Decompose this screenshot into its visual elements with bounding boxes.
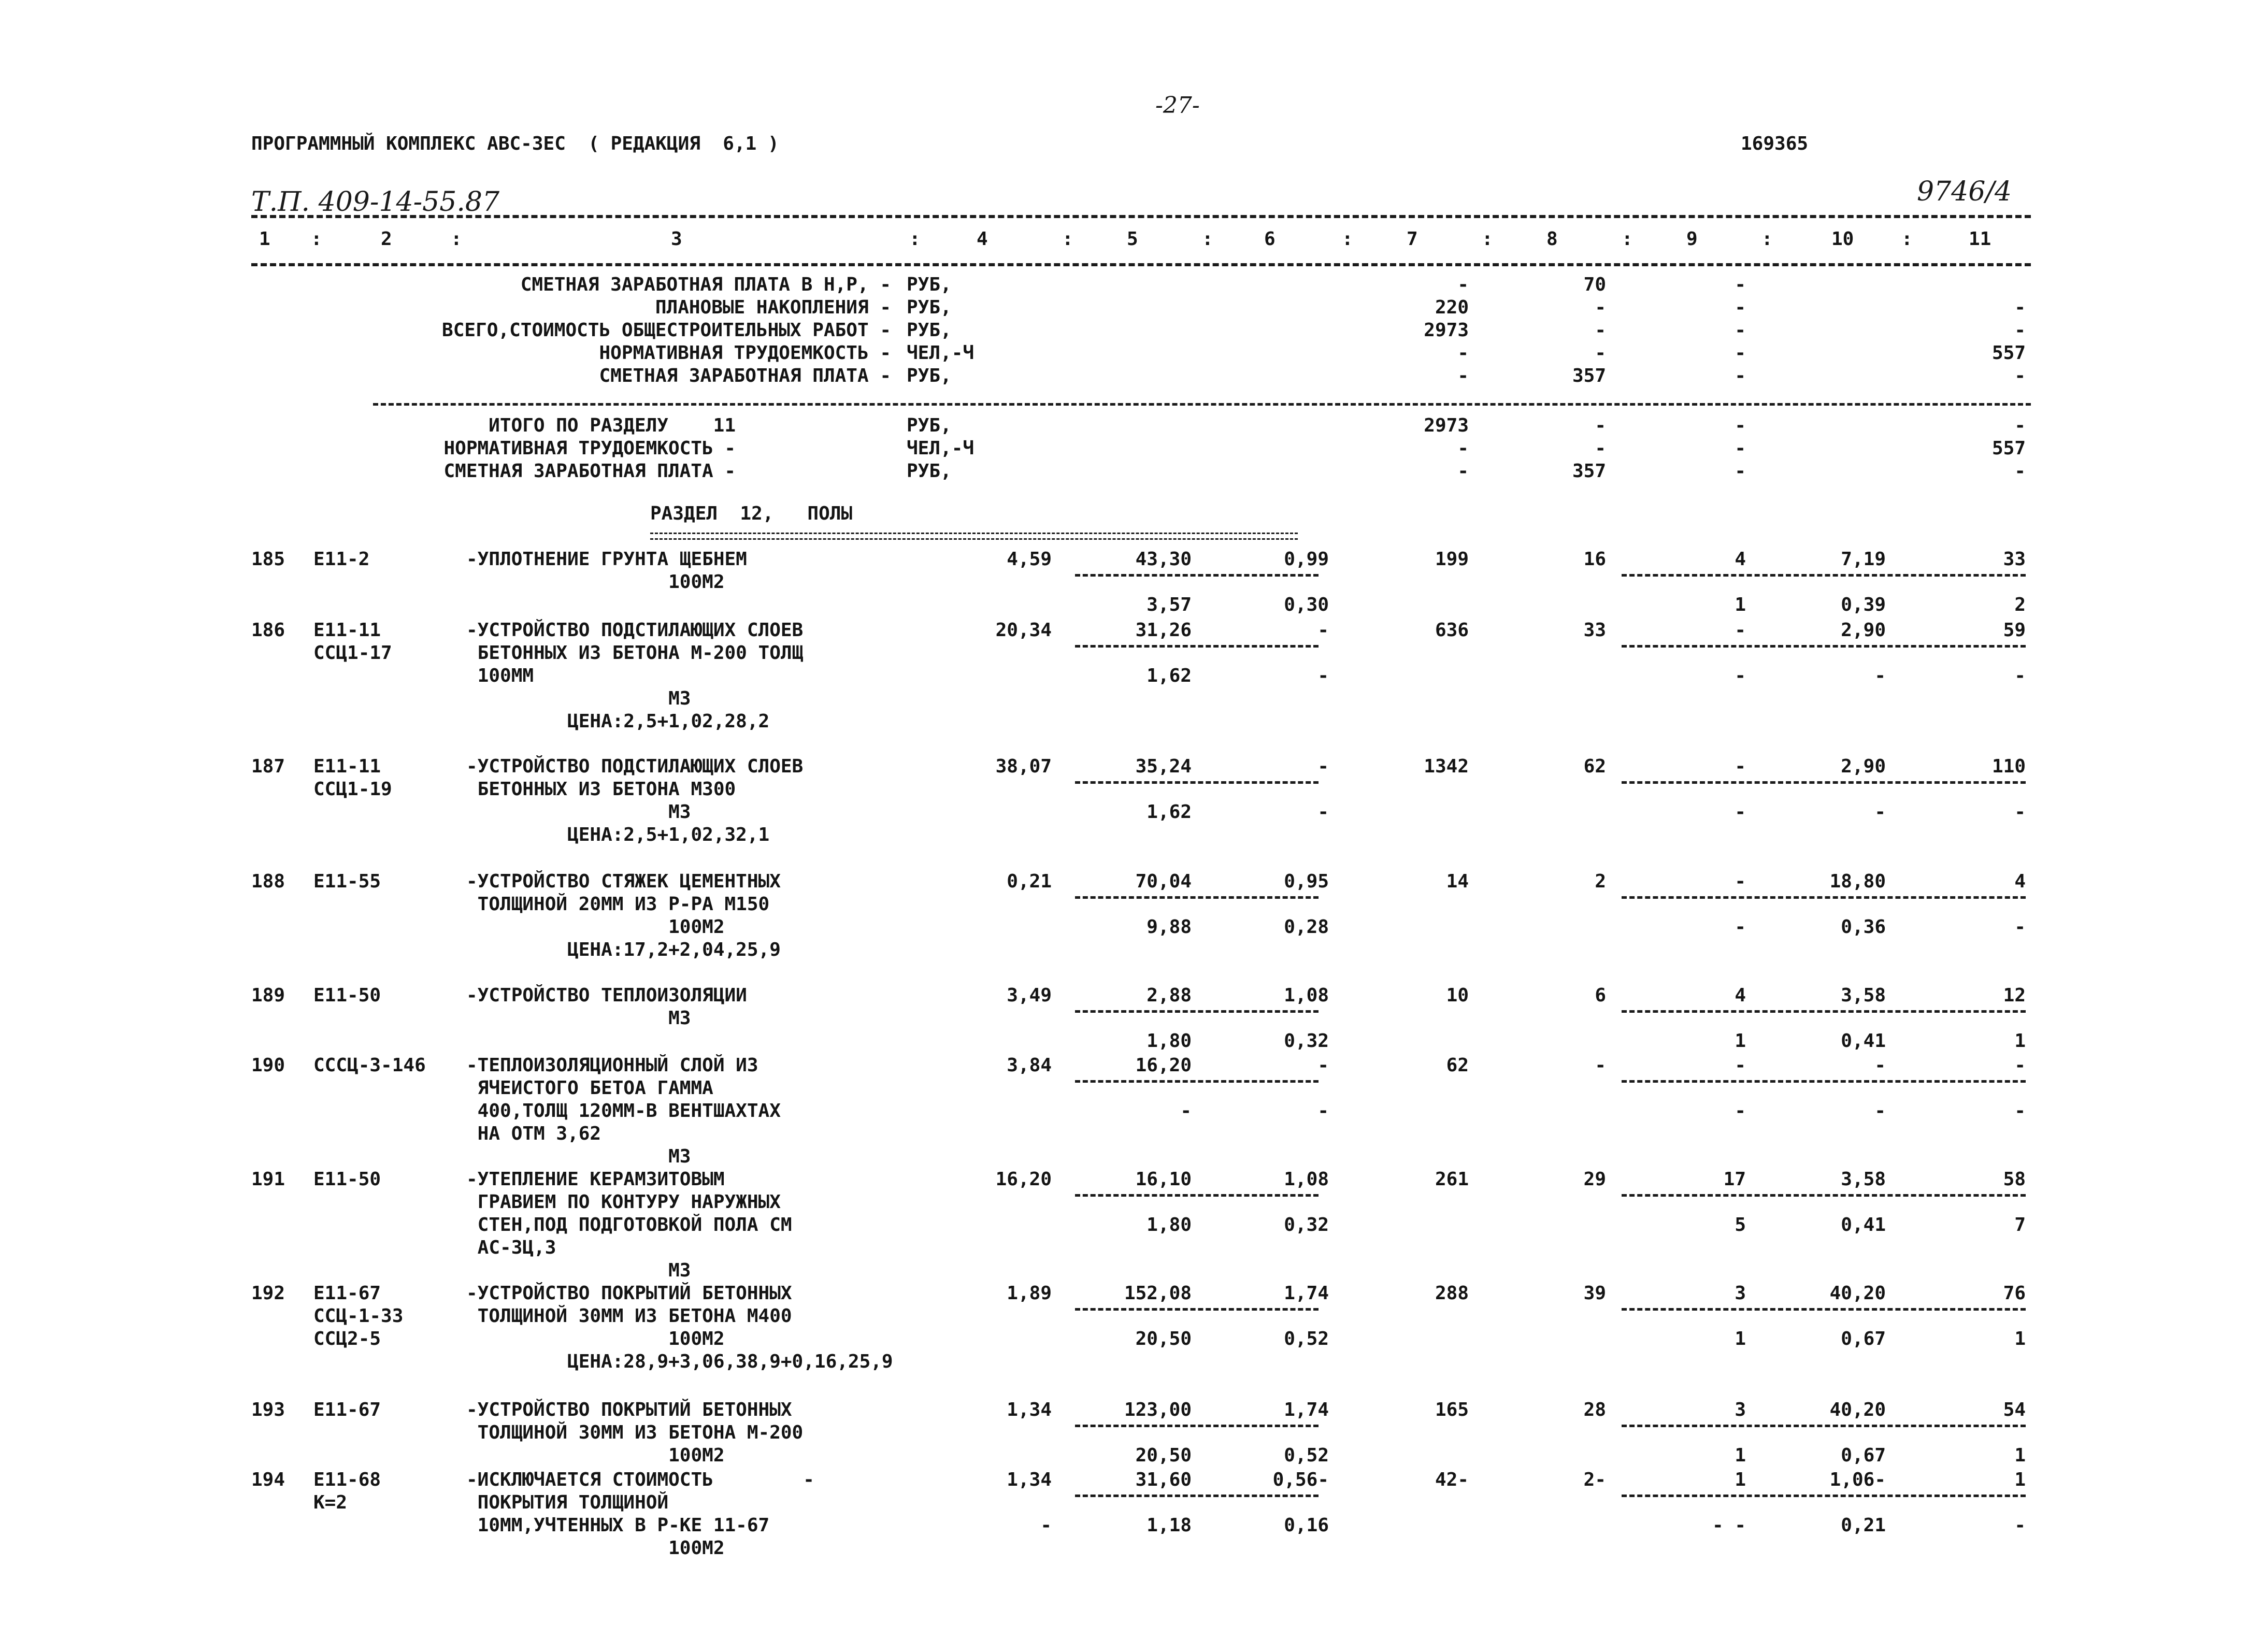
summary-col-7: 220 xyxy=(1435,297,1469,318)
item-col-11: 58 xyxy=(2003,1169,2026,1190)
item-description: -ТЕПЛОИЗОЛЯЦИОННЫЙ СЛОЙ ИЗ xyxy=(466,1055,758,1076)
item-col-6-wage: 0,52 xyxy=(1284,1445,1329,1466)
item-col-10-wage: 0,41 xyxy=(1841,1214,1886,1236)
item-col-5: 35,24 xyxy=(1135,756,1192,777)
item-description: 100М2 xyxy=(466,1538,725,1559)
item-col-11-wage: 1 xyxy=(2014,1030,2026,1052)
item-col-5-wage: 3,57 xyxy=(1147,594,1192,615)
item-quantity: 4,59 xyxy=(1007,549,1052,570)
item-subtotal-rule xyxy=(1622,1194,2026,1197)
item-subtotal-rule xyxy=(1075,1495,1319,1497)
item-col-6-wage: 0,16 xyxy=(1284,1515,1329,1536)
item-col-6-wage: - xyxy=(1317,665,1329,686)
item-col-9-wage: 1 xyxy=(1735,1328,1746,1349)
item-col-6: 0,95 xyxy=(1284,871,1329,892)
column-header-4: 4 xyxy=(977,228,988,250)
item-subtotal-rule xyxy=(1622,1080,2026,1083)
item-subtotal-rule xyxy=(1075,1425,1319,1427)
item-col-5: 2,88 xyxy=(1147,985,1192,1006)
item-col-5: 43,30 xyxy=(1135,549,1192,570)
item-subtotal-rule xyxy=(1075,645,1319,648)
item-col-5: 123,00 xyxy=(1124,1399,1192,1420)
summary-col-11: - xyxy=(2014,415,2026,436)
item-col-5-wage: - xyxy=(1180,1100,1192,1122)
item-col-7: 42- xyxy=(1435,1469,1469,1490)
item-col-6-wage: - xyxy=(1317,1100,1329,1122)
item-description: М3 xyxy=(466,1008,691,1029)
summary-col-7: - xyxy=(1457,274,1469,295)
summary-divider xyxy=(373,403,2031,406)
item-col-11-wage: 1 xyxy=(2014,1328,2026,1349)
item-col-7: 261 xyxy=(1435,1169,1469,1190)
item-col-11-wage: 2 xyxy=(2014,594,2026,615)
item-col-9: 17 xyxy=(1723,1169,1746,1190)
summary-unit: РУБ, xyxy=(907,415,952,436)
summary-col-7: 2973 xyxy=(1424,320,1469,341)
item-subtotal-rule xyxy=(1075,574,1319,577)
column-header-3: 3 xyxy=(671,228,682,250)
column-separator: : xyxy=(1761,228,1773,250)
column-separator: : xyxy=(909,228,921,250)
item-code: Е11-11 xyxy=(313,756,381,777)
item-col-9: - xyxy=(1735,620,1746,641)
item-col-9-wage: - xyxy=(1735,665,1746,686)
item-col-10-wage: 0,21 xyxy=(1841,1515,1886,1536)
item-description: -УПЛОТНЕНИЕ ГРУНТА ЩЕБНЕМ xyxy=(466,549,747,570)
item-description: ТОЛЩИНОЙ 30ММ ИЗ БЕТОНА М-200 xyxy=(466,1422,804,1443)
summary-col-9: - xyxy=(1735,415,1746,436)
column-header-6: 6 xyxy=(1264,228,1276,250)
item-col-8: 39 xyxy=(1583,1283,1606,1304)
item-subtotal-rule xyxy=(1622,896,2026,899)
item-col-10: 2,90 xyxy=(1841,620,1886,641)
summary-col-11: 557 xyxy=(1991,342,2026,364)
item-col-6: - xyxy=(1317,1055,1329,1076)
item-col-9: - xyxy=(1735,871,1746,892)
item-description: -УТЕПЛЕНИЕ КЕРАМЗИТОВЫМ xyxy=(466,1169,725,1190)
item-col-10: 3,58 xyxy=(1841,985,1886,1006)
item-col-8: - xyxy=(1595,1055,1606,1076)
item-col-5: 16,10 xyxy=(1135,1169,1192,1190)
summary-col-8: - xyxy=(1595,438,1606,459)
item-description: БЕТОННЫХ ИЗ БЕТОНА М300 xyxy=(466,779,736,800)
item-subtotal-rule xyxy=(1622,1308,2026,1311)
item-quantity: 1,34 xyxy=(1007,1469,1052,1490)
item-quantity: 3,49 xyxy=(1007,985,1052,1006)
summary-col-8: - xyxy=(1595,415,1606,436)
summary-col-11: - xyxy=(2014,297,2026,318)
column-separator: : xyxy=(451,228,462,250)
page-number: -27- xyxy=(1155,92,1200,119)
item-col-10: - xyxy=(1874,1055,1886,1076)
item-col-9-wage: 1 xyxy=(1735,1445,1746,1466)
item-col-6: - xyxy=(1317,620,1329,641)
item-col-9: 4 xyxy=(1735,549,1746,570)
item-number: 187 xyxy=(251,756,285,777)
item-col-9-wage: - xyxy=(1735,801,1746,823)
item-code: Е11-67 xyxy=(313,1399,381,1420)
item-col-5-wage: 1,18 xyxy=(1147,1515,1192,1536)
item-description: ЯЧЕИСТОГО БЕТОА ГАММА xyxy=(466,1078,713,1099)
item-col-10: 2,90 xyxy=(1841,756,1886,777)
item-code: ССЦ-1-33 xyxy=(313,1305,404,1327)
project-code: Т.П. 409-14-55.87 xyxy=(251,186,500,218)
item-col-10-wage: 0,36 xyxy=(1841,916,1886,938)
column-header-9: 9 xyxy=(1686,228,1698,250)
column-separator: : xyxy=(1482,228,1493,250)
summary-col-9: - xyxy=(1735,342,1746,364)
item-col-11-wage: 1 xyxy=(2014,1445,2026,1466)
item-col-7: 1342 xyxy=(1424,756,1469,777)
item-col-5: 70,04 xyxy=(1135,871,1192,892)
item-description: ТОЛЩИНОЙ 20ММ ИЗ Р-РА М150 xyxy=(466,894,770,915)
item-description: СТЕН,ПОД ПОДГОТОВКОЙ ПОЛА СМ xyxy=(466,1214,792,1236)
summary-col-8: 357 xyxy=(1572,461,1606,482)
item-quantity: 16,20 xyxy=(995,1169,1052,1190)
column-header-5: 5 xyxy=(1127,228,1138,250)
item-col-11: 59 xyxy=(2003,620,2026,641)
item-number: 193 xyxy=(251,1399,285,1420)
item-number: 190 xyxy=(251,1055,285,1076)
item-col-9: - xyxy=(1735,756,1746,777)
summary-col-7: - xyxy=(1457,461,1469,482)
summary-col-7: - xyxy=(1457,342,1469,364)
item-col-5-wage: 1,80 xyxy=(1147,1214,1192,1236)
item-col-11-wage: 7 xyxy=(2014,1214,2026,1236)
item-col-10-wage: 0,67 xyxy=(1841,1328,1886,1349)
item-col-7: 636 xyxy=(1435,620,1469,641)
column-header-10: 10 xyxy=(1831,228,1854,250)
item-subtotal-rule xyxy=(1075,1080,1319,1083)
summary-unit: РУБ, xyxy=(907,365,952,386)
item-col-7: 199 xyxy=(1435,549,1469,570)
column-header-7: 7 xyxy=(1407,228,1418,250)
item-col-10: 40,20 xyxy=(1829,1283,1886,1304)
item-description: БЕТОННЫХ ИЗ БЕТОНА М-200 ТОЛЩ xyxy=(466,642,804,664)
item-col-6-wage: 0,28 xyxy=(1284,916,1329,938)
item-quantity: 1,34 xyxy=(1007,1399,1052,1420)
item-col-10: 40,20 xyxy=(1829,1399,1886,1420)
item-col-5-wage: 20,50 xyxy=(1135,1445,1192,1466)
item-col-11: 110 xyxy=(1991,756,2026,777)
item-number: 186 xyxy=(251,620,285,641)
summary-col-8: 357 xyxy=(1572,365,1606,386)
item-col-9-wage: - - xyxy=(1712,1515,1746,1536)
item-col-10: 1,06- xyxy=(1829,1469,1886,1490)
item-col-11-wage: - xyxy=(2014,916,2026,938)
item-col-7: 165 xyxy=(1435,1399,1469,1420)
item-subtotal-rule xyxy=(1075,1308,1319,1311)
summary-col-9: - xyxy=(1735,438,1746,459)
item-col-9: - xyxy=(1735,1055,1746,1076)
item-col-11: 12 xyxy=(2003,985,2026,1006)
item-description: ТОЛЩИНОЙ 30ММ ИЗ БЕТОНА М400 xyxy=(466,1305,792,1327)
item-description: НА ОТМ 3,62 xyxy=(466,1123,601,1144)
item-col-10-wage: 0,41 xyxy=(1841,1030,1886,1052)
item-description: ПОКРЫТИЯ ТОЛЩИНОЙ xyxy=(466,1492,669,1513)
item-description: -УСТРОЙСТВО ПОДСТИЛАЮЩИХ СЛОЕВ xyxy=(466,620,804,641)
summary-col-8: 70 xyxy=(1583,274,1606,295)
item-col-6: 1,08 xyxy=(1284,985,1329,1006)
item-col-10-wage: 0,67 xyxy=(1841,1445,1886,1466)
item-code: Е11-2 xyxy=(313,549,370,570)
column-separator: : xyxy=(1062,228,1073,250)
summary-col-8: - xyxy=(1595,342,1606,364)
item-col-10: 3,58 xyxy=(1841,1169,1886,1190)
item-number: 189 xyxy=(251,985,285,1006)
item-description: -ИСКЛЮЧАЕТСЯ СТОИМОСТЬ - xyxy=(466,1469,814,1490)
item-col-11-wage: - xyxy=(2014,801,2026,823)
item-col-5-wage: 20,50 xyxy=(1135,1328,1192,1349)
item-col-8: 29 xyxy=(1583,1169,1606,1190)
item-subtotal-rule xyxy=(1075,781,1319,784)
item-description: 100М2 xyxy=(466,571,725,593)
item-number: 192 xyxy=(251,1283,285,1304)
item-col-6-wage: 0,52 xyxy=(1284,1328,1329,1349)
item-col-5-wage: 9,88 xyxy=(1147,916,1192,938)
item-col-10-wage: - xyxy=(1874,1100,1886,1122)
program-title: ПРОГРАММНЫЙ КОМПЛЕКС АВС-3ЕС ( РЕДАКЦИЯ 6,1 ) xyxy=(251,133,779,154)
item-col-9: 3 xyxy=(1735,1283,1746,1304)
item-col-8: 28 xyxy=(1583,1399,1606,1420)
item-quantity-wage: - xyxy=(1040,1515,1052,1536)
item-col-6: 1,74 xyxy=(1284,1399,1329,1420)
item-subtotal-rule xyxy=(1622,574,2026,577)
summary-col-9: - xyxy=(1735,297,1746,318)
item-description: 400,ТОЛЩ 120ММ-В ВЕНТШАХТАХ xyxy=(466,1100,781,1122)
summary-unit: ЧЕЛ,-Ч xyxy=(907,342,975,364)
item-col-6: 0,56- xyxy=(1272,1469,1329,1490)
item-description: ЦЕНА:2,5+1,02,32,1 xyxy=(466,824,770,845)
item-code: ССЦ1-17 xyxy=(313,642,392,664)
item-quantity: 0,21 xyxy=(1007,871,1052,892)
item-col-6: 1,08 xyxy=(1284,1169,1329,1190)
summary-col-7: 2973 xyxy=(1424,415,1469,436)
item-subtotal-rule xyxy=(1075,1194,1319,1197)
item-description: ЦЕНА:28,9+3,06,38,9+0,16,25,9 xyxy=(466,1351,893,1372)
item-col-11-wage: - xyxy=(2014,1515,2026,1536)
summary-label: НОРМАТИВНАЯ ТРУДОЕМКОСТЬ - xyxy=(599,342,891,364)
summary-label: ПЛАНОВЫЕ НАКОПЛЕНИЯ - xyxy=(655,297,891,318)
summary-col-9: - xyxy=(1735,274,1746,295)
summary-col-11: - xyxy=(2014,461,2026,482)
summary-col-7: - xyxy=(1457,438,1469,459)
item-subtotal-rule xyxy=(1075,896,1319,899)
item-code: ССЦ2-5 xyxy=(313,1328,381,1349)
summary-col-11: - xyxy=(2014,365,2026,386)
item-col-6: 0,99 xyxy=(1284,549,1329,570)
summary-col-8: - xyxy=(1595,320,1606,341)
item-col-6-wage: - xyxy=(1317,801,1329,823)
item-code: Е11-11 xyxy=(313,620,381,641)
item-description: 100М2 xyxy=(466,1328,725,1349)
item-description: ГРАВИЕМ ПО КОНТУРУ НАРУЖНЫХ xyxy=(466,1191,781,1213)
section-title-underline xyxy=(650,533,1298,540)
summary-label: ИТОГО ПО РАЗДЕЛУ 11 xyxy=(489,415,736,436)
item-description: -УСТРОЙСТВО ПОКРЫТИЙ БЕТОННЫХ xyxy=(466,1283,792,1304)
item-code: СССЦ-3-146 xyxy=(313,1055,426,1076)
header-bottom-rule xyxy=(251,263,2031,266)
item-code: Е11-55 xyxy=(313,871,381,892)
item-quantity: 20,34 xyxy=(995,620,1052,641)
item-col-8: 62 xyxy=(1583,756,1606,777)
summary-unit: ЧЕЛ,-Ч xyxy=(907,438,975,459)
item-col-6-wage: 0,32 xyxy=(1284,1214,1329,1236)
item-col-11-wage: - xyxy=(2014,1100,2026,1122)
item-description: М3 xyxy=(466,1260,691,1281)
item-col-11: 4 xyxy=(2014,871,2026,892)
item-description: -УСТРОЙСТВО СТЯЖЕК ЦЕМЕНТНЫХ xyxy=(466,871,781,892)
item-col-11: 54 xyxy=(2003,1399,2026,1420)
item-description: М3 xyxy=(466,1146,691,1167)
item-description: АС-3Ц,3 xyxy=(466,1237,556,1258)
item-col-11: 33 xyxy=(2003,549,2026,570)
item-col-5: 16,20 xyxy=(1135,1055,1192,1076)
item-subtotal-rule xyxy=(1622,1495,2026,1497)
item-col-11: 76 xyxy=(2003,1283,2026,1304)
item-description: ЦЕНА:17,2+2,04,25,9 xyxy=(466,939,781,960)
item-col-5-wage: 1,62 xyxy=(1147,801,1192,823)
item-col-11: - xyxy=(2014,1055,2026,1076)
item-number: 185 xyxy=(251,549,285,570)
item-description: М3 xyxy=(466,688,691,709)
item-col-7: 10 xyxy=(1446,985,1469,1006)
column-separator: : xyxy=(1901,228,1913,250)
item-quantity: 1,89 xyxy=(1007,1283,1052,1304)
top-rule xyxy=(251,215,2031,218)
item-col-10: 7,19 xyxy=(1841,549,1886,570)
item-description: 100ММ xyxy=(466,665,534,686)
item-col-10-wage: - xyxy=(1874,665,1886,686)
item-col-6-wage: 0,30 xyxy=(1284,594,1329,615)
doc-code: 169365 xyxy=(1741,133,1809,154)
item-col-6-wage: 0,32 xyxy=(1284,1030,1329,1052)
column-header-1: 1 xyxy=(259,228,270,250)
item-subtotal-rule xyxy=(1622,781,2026,784)
item-description: ЦЕНА:2,5+1,02,28,2 xyxy=(466,711,770,732)
summary-unit: РУБ, xyxy=(907,320,952,341)
summary-col-8: - xyxy=(1595,297,1606,318)
summary-unit: РУБ, xyxy=(907,274,952,295)
item-description: 100М2 xyxy=(466,916,725,938)
item-col-11-wage: - xyxy=(2014,665,2026,686)
item-col-9-wage: - xyxy=(1735,916,1746,938)
item-col-9: 4 xyxy=(1735,985,1746,1006)
item-description: -УСТРОЙСТВО ПОДСТИЛАЮЩИХ СЛОЕВ xyxy=(466,756,804,777)
item-col-9: 3 xyxy=(1735,1399,1746,1420)
summary-col-9: - xyxy=(1735,320,1746,341)
item-col-7: 14 xyxy=(1446,871,1469,892)
item-col-9-wage: 1 xyxy=(1735,594,1746,615)
summary-label: СМЕТНАЯ ЗАРАБОТНАЯ ПЛАТА - xyxy=(599,365,891,386)
item-description: -УСТРОЙСТВО ПОКРЫТИЙ БЕТОННЫХ xyxy=(466,1399,792,1420)
item-col-6: 1,74 xyxy=(1284,1283,1329,1304)
column-header-2: 2 xyxy=(381,228,392,250)
item-col-5: 152,08 xyxy=(1124,1283,1192,1304)
item-col-8: 33 xyxy=(1583,620,1606,641)
summary-unit: РУБ, xyxy=(907,461,952,482)
item-col-5: 31,60 xyxy=(1135,1469,1192,1490)
item-code: К=2 xyxy=(313,1492,348,1513)
item-quantity: 3,84 xyxy=(1007,1055,1052,1076)
item-col-7: 62 xyxy=(1446,1055,1469,1076)
item-col-11: 1 xyxy=(2014,1469,2026,1490)
item-col-5-wage: 1,80 xyxy=(1147,1030,1192,1052)
item-col-7: 288 xyxy=(1435,1283,1469,1304)
item-col-9-wage: - xyxy=(1735,1100,1746,1122)
item-code: Е11-50 xyxy=(313,1169,381,1190)
item-col-9-wage: 1 xyxy=(1735,1030,1746,1052)
item-description: М3 xyxy=(466,801,691,823)
item-number: 188 xyxy=(251,871,285,892)
column-separator: : xyxy=(1202,228,1213,250)
item-col-8: 16 xyxy=(1583,549,1606,570)
item-col-5-wage: 1,62 xyxy=(1147,665,1192,686)
item-quantity: 38,07 xyxy=(995,756,1052,777)
item-col-8: 6 xyxy=(1595,985,1606,1006)
item-col-8: 2 xyxy=(1595,871,1606,892)
item-col-9-wage: 5 xyxy=(1735,1214,1746,1236)
item-description: 100М2 xyxy=(466,1445,725,1466)
item-col-6: - xyxy=(1317,756,1329,777)
item-subtotal-rule xyxy=(1622,1010,2026,1013)
item-number: 194 xyxy=(251,1469,285,1490)
item-col-9: 1 xyxy=(1735,1469,1746,1490)
column-separator: : xyxy=(1342,228,1353,250)
item-subtotal-rule xyxy=(1622,1425,2026,1427)
item-col-10-wage: - xyxy=(1874,801,1886,823)
item-description: 10ММ,УЧТЕННЫХ В Р-КЕ 11-67 xyxy=(466,1515,770,1536)
item-description: -УСТРОЙСТВО ТЕПЛОИЗОЛЯЦИИ xyxy=(466,985,747,1006)
item-col-5: 31,26 xyxy=(1135,620,1192,641)
summary-label: ВСЕГО,СТОИМОСТЬ ОБЩЕСТРОИТЕЛЬНЫХ РАБОТ - xyxy=(442,320,891,341)
summary-col-7: - xyxy=(1457,365,1469,386)
item-subtotal-rule xyxy=(1075,1010,1319,1013)
column-header-11: 11 xyxy=(1969,228,1991,250)
summary-col-9: - xyxy=(1735,461,1746,482)
item-code: Е11-67 xyxy=(313,1283,381,1304)
item-code: ССЦ1-19 xyxy=(313,779,392,800)
summary-label: СМЕТНАЯ ЗАРАБОТНАЯ ПЛАТА - xyxy=(443,461,736,482)
column-header-8: 8 xyxy=(1546,228,1558,250)
item-subtotal-rule xyxy=(1622,645,2026,648)
section-title: РАЗДЕЛ 12, ПОЛЫ xyxy=(650,503,853,524)
item-code: Е11-50 xyxy=(313,985,381,1006)
summary-col-11: 557 xyxy=(1991,438,2026,459)
summary-label: СМЕТНАЯ ЗАРАБОТНАЯ ПЛАТА В Н,Р, - xyxy=(520,274,891,295)
sheet-mark: 9746/4 xyxy=(1917,176,2012,207)
item-col-10: 18,80 xyxy=(1829,871,1886,892)
item-col-8: 2- xyxy=(1583,1469,1606,1490)
item-code: Е11-68 xyxy=(313,1469,381,1490)
column-separator: : xyxy=(1622,228,1633,250)
summary-col-11: - xyxy=(2014,320,2026,341)
item-col-10-wage: 0,39 xyxy=(1841,594,1886,615)
summary-unit: РУБ, xyxy=(907,297,952,318)
summary-label: НОРМАТИВНАЯ ТРУДОЕМКОСТЬ - xyxy=(443,438,736,459)
column-separator: : xyxy=(311,228,322,250)
summary-col-9: - xyxy=(1735,365,1746,386)
item-number: 191 xyxy=(251,1169,285,1190)
